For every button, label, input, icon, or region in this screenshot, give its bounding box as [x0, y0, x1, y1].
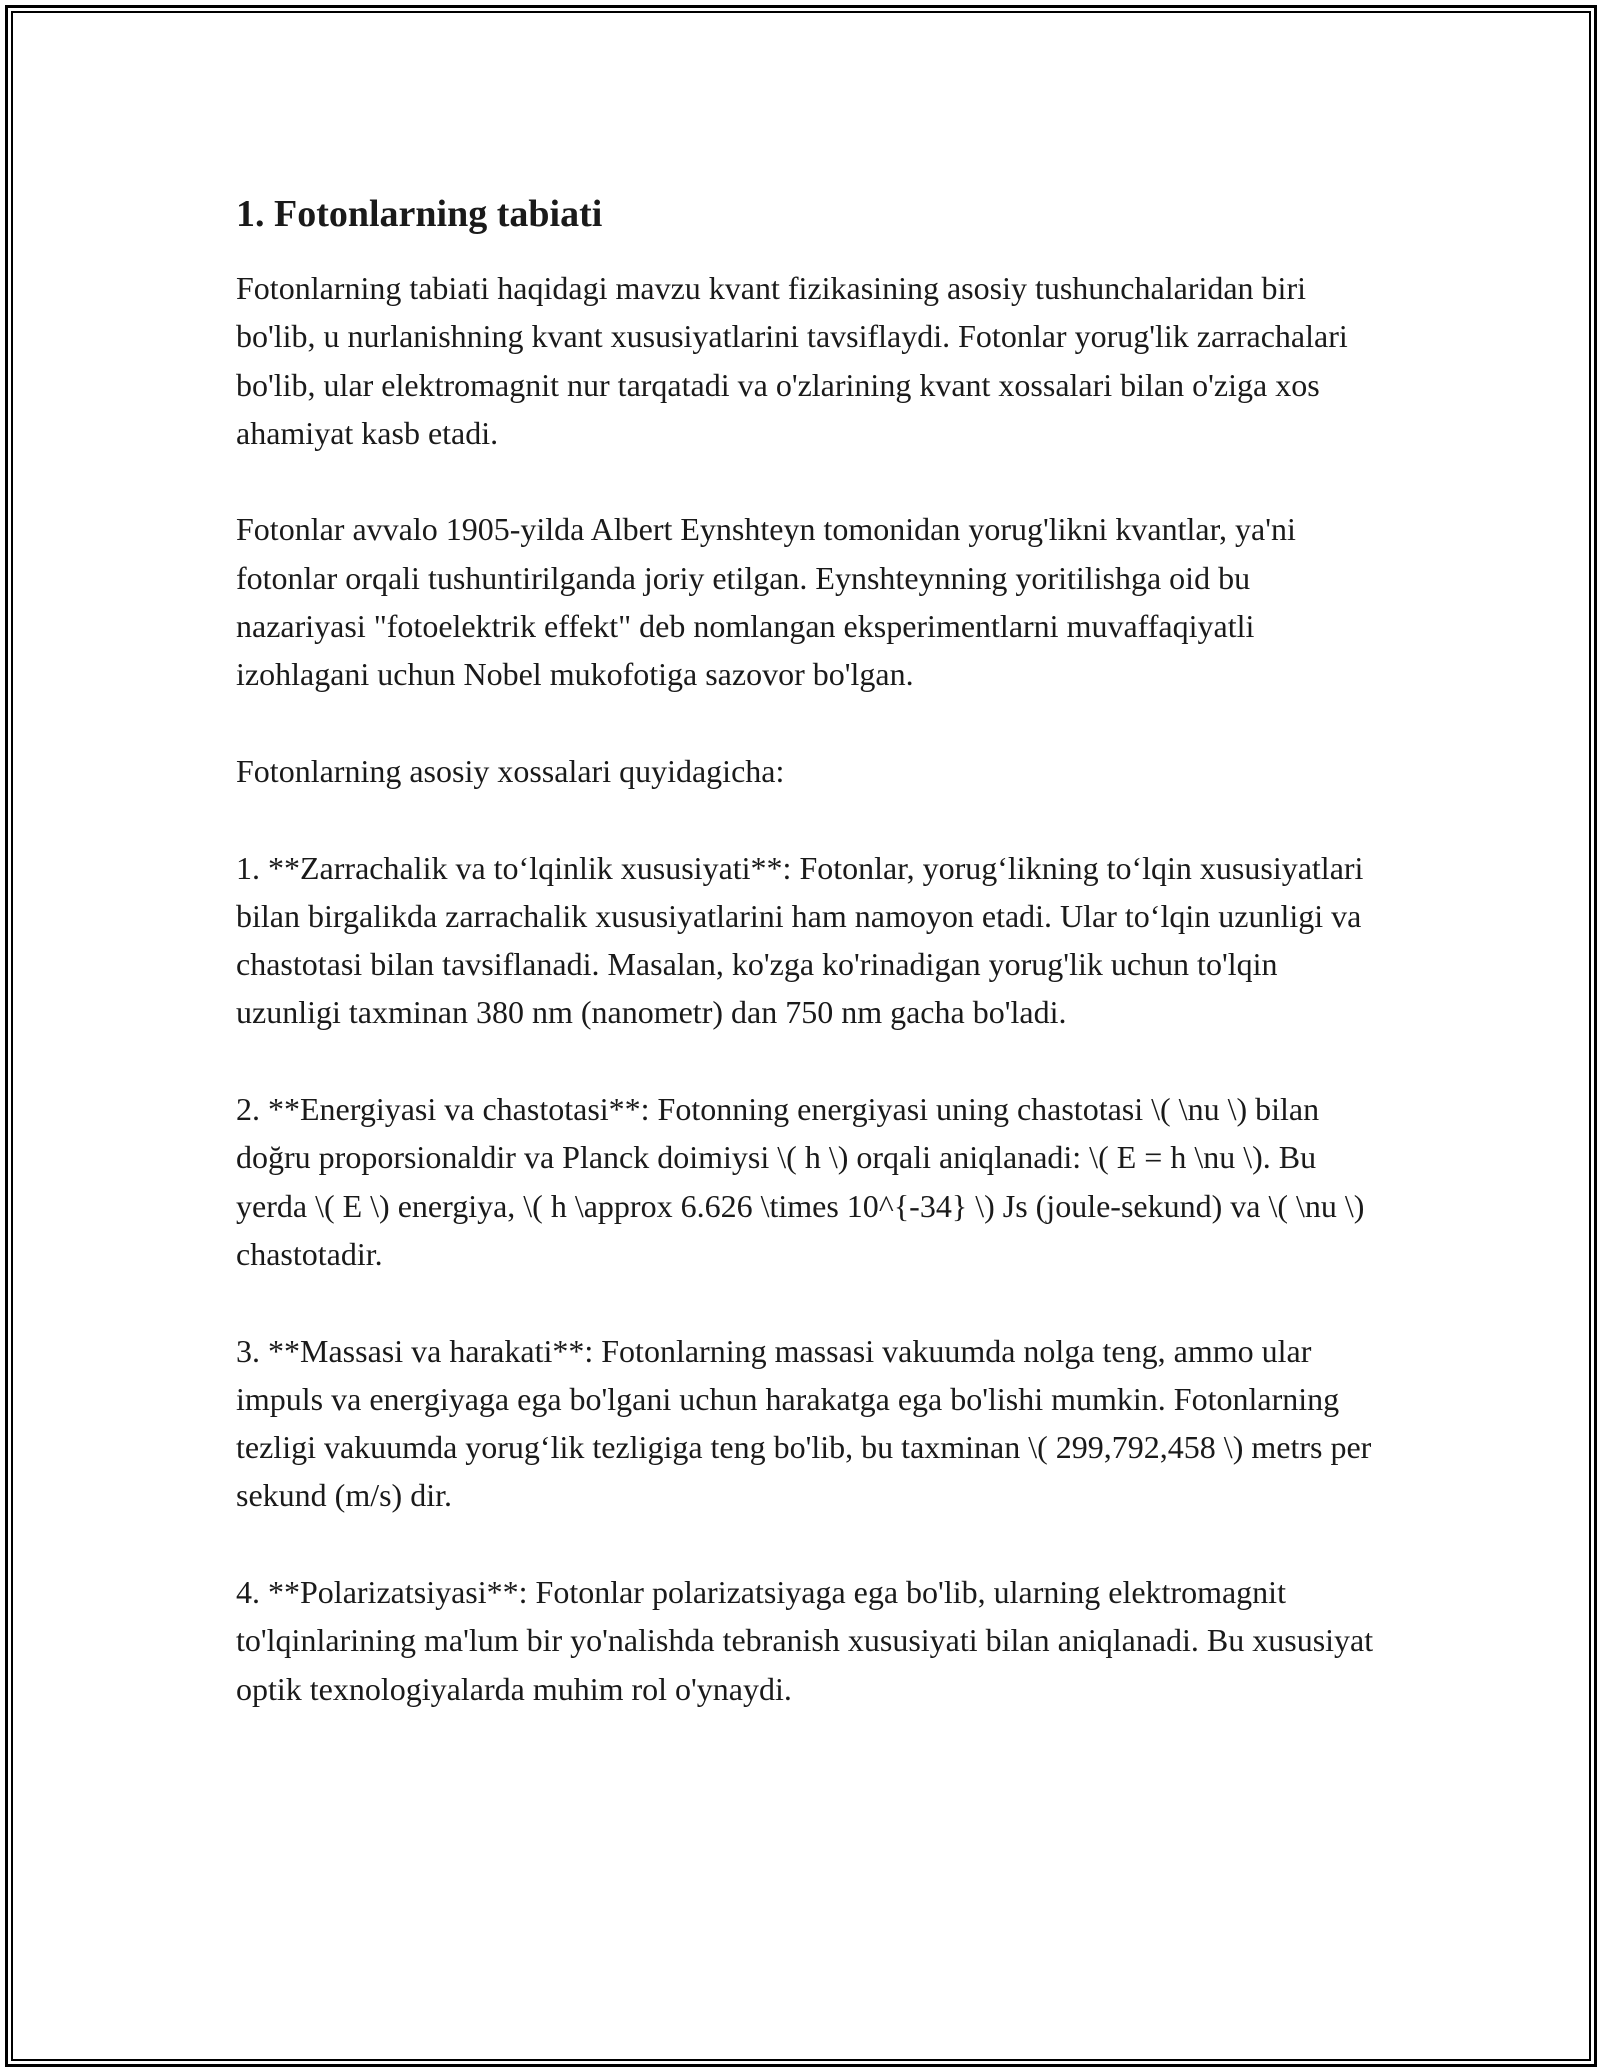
property-item-2: 2. **Energiyasi va chastotasi**: Fotonning energiyasi uning chastotasi \( \nu \) bilan doğru proporsionaldir va Planck doimiysi \( h \) orqali aniqlanadi: \( E = h \nu \). Bu yerda \( E \) energiya, \( h \approx 6.626 \times 10^{-34} \) Js (joule-sekund) va \( \nu \) chastotadir.	[236, 1091, 1365, 1272]
properties-intro: Fotonlarning asosiy xossalari quyidagicha:	[236, 752, 785, 789]
property-item-4: 4. **Polarizatsiyasi**: Fotonlar polarizatsiyaga ega bo'lib, ularning elektromagnit to'lqinlarining ma'lum bir yo'nalishda tebranish xususiyati bilan aniqlanadi. Bu xususiyat optik texnologiyalarda muhim rol o'ynaydi.	[236, 1574, 1374, 1707]
property-item-1: 1. **Zarrachalik va toʻlqinlik xususiyati**: Fotonlar, yorugʻlikning toʻlqin xususiyatlari bilan birgalikda zarrachalik xususiyatlarini ham namoyon etadi. Ular toʻlqin uzunligi va chastotasi bilan tavsiflanadi. Masalan, ko'zga ko'rinadigan yorug'lik uchun to'lqin uzunligi taxminan 380 nm (nanometr) dan 750 nm gacha bo'ladi.	[236, 849, 1364, 1031]
property-item-3: 3. **Massasi va harakati**: Fotonlarning massasi vakuumda nolga teng, ammo ular impuls va energiyaga ega bo'lgani uchun harakatga ega bo'lishi mumkin. Fotonlarning tezligi vakuumda yorugʻlik tezligiga teng bo'lib, bu taxminan \( 299,792,458 \) metrs per sekund (m/s) dir.	[236, 1332, 1372, 1514]
section-title: 1. Fotonlarning tabiati	[236, 193, 603, 235]
history-paragraph: Fotonlar avvalo 1905-yilda Albert Eynshteyn tomonidan yorug'likni kvantlar, ya'ni fotonlar orqali tushuntirilganda joriy etilgan. Eynshteynning yoritilishga oid bu nazariyasi "fotoelektrik effekt" deb nomlangan eksperimentlarni muvaffaqiyatli izohlagani uchun Nobel mukofotiga sazovor bo'lgan.	[236, 511, 1296, 693]
intro-paragraph: Fotonlarning tabiati haqidagi mavzu kvant fizikasining asosiy tushunchalaridan biri bo'lib, u nurlanishning kvant xususiyatlarini tavsiflaydi. Fotonlar yorug'lik zarrachalari bo'lib, ular elektromagnit nur tarqatadi va o'zlarining kvant xossalari bilan o'ziga xos ahamiyat kasb etadi.	[236, 270, 1348, 451]
document-body	[236, 190, 1386, 1761]
